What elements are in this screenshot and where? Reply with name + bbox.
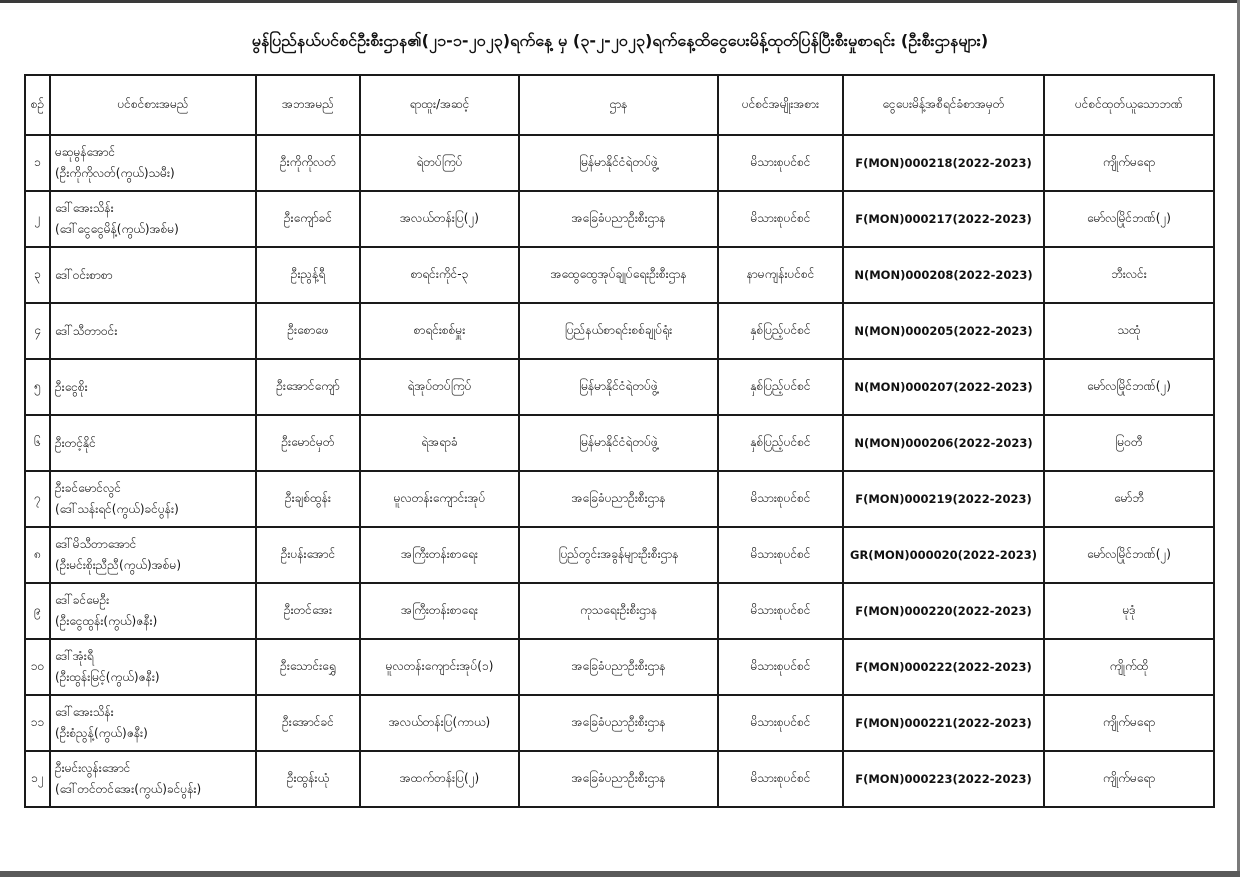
cell-treasury: သထုံ — [1044, 303, 1214, 359]
cell-department: အခြေခံပညာဦးစီးဌာန — [519, 471, 718, 527]
cell-department: အထွေထွေအုပ်ချုပ်ရေးဦးစီးဌာန — [519, 247, 718, 303]
cell-father-name: ဦးအောင်ကျော် — [256, 359, 360, 415]
pensioner-relation: (ဒေါ်တင်တင်အေး(ကွယ်)ခင်ပွန်း) — [55, 782, 202, 796]
cell-idx: ၃ — [25, 247, 50, 303]
cell-department: ပြည်နယ်စာရင်းစစ်ချုပ်ရုံး — [519, 303, 718, 359]
cell-license-no: N(MON)000206(2022-2023) — [843, 415, 1044, 471]
cell-department: အခြေခံပညာဦးစီးဌာန — [519, 639, 718, 695]
cell-treasury: မော်လမြိုင်ဘဏ်(၂) — [1044, 191, 1214, 247]
cell-position: အကြီးတန်းစာရေး — [360, 527, 519, 583]
cell-position: ရဲအုပ်တပ်ကြပ် — [360, 359, 519, 415]
cell-pension-type: မိသားစုပင်စင် — [718, 751, 843, 807]
cell-pensioner-name — [50, 359, 256, 415]
pensioner-name: ဦးငွေစိုး — [55, 379, 88, 394]
pensioner-name: ဒေါ်မိသီတာအောင် — [55, 537, 137, 551]
cell-pension-type: မိသားစုပင်စင် — [718, 191, 843, 247]
cell-pension-type: နှစ်ပြည့်ပင်စင် — [718, 415, 843, 471]
pensioner-relation: (ဦးငွေထွန်း(ကွယ်)ဇနီး) — [55, 614, 158, 628]
cell-department: မြန်မာနိုင်ငံရဲတပ်ဖွဲ့ — [519, 359, 718, 415]
cell-pensioner-name — [50, 247, 256, 303]
table-row — [25, 695, 1214, 751]
cell-pension-type: နှစ်ပြည့်ပင်စင် — [718, 359, 843, 415]
cell-department: မြန်မာနိုင်ငံရဲတပ်ဖွဲ့ — [519, 415, 718, 471]
cell-pension-type: နှစ်ပြည့်ပင်စင် — [718, 303, 843, 359]
cell-position: ရဲတပ်ကြပ် — [360, 135, 519, 191]
pensioner-name: မဆုမွန်အောင် — [55, 145, 116, 159]
document-title: မွန်ပြည်နယ်ပင်စင်ဦးစီးဌာန၏(၂၁-၁-၂၀၂၃)ရက်နေ့ မှ (၃-၂-၂၀၂၃)ရက်နေ့ထိငွေပေးမိန့်ထုတ်ပြန်ပြီးစီးမှုစာရင်း (ဦးစီးဌာနများ) — [251, 31, 989, 50]
cell-pensioner-name — [50, 583, 256, 639]
pension-records-table — [24, 74, 1215, 808]
table-row — [25, 751, 1214, 807]
cell-license-no: F(MON)000218(2022-2023) — [843, 135, 1044, 191]
header-license-no: ငွေပေးမိန့်အစီရင်ခံစာအမှတ် — [843, 75, 1044, 135]
cell-license-no: F(MON)000222(2022-2023) — [843, 639, 1044, 695]
cell-treasury: မြဝတီ — [1044, 415, 1214, 471]
cell-idx: ၉ — [25, 583, 50, 639]
cell-department: အခြေခံပညာဦးစီးဌာန — [519, 191, 718, 247]
pensioner-name: ဦးမင်းလွန်းအောင် — [55, 761, 131, 775]
pensioner-relation: (ဦးစံညွန့်(ကွယ်)ဇနီး) — [55, 726, 148, 740]
cell-idx: ၂ — [25, 191, 50, 247]
cell-position: စာရင်းကိုင်-၃ — [360, 247, 519, 303]
pensioner-name: ဒေါ်သီတာဝင်း — [55, 323, 118, 338]
cell-position: မူလတန်းကျောင်းအုပ် — [360, 471, 519, 527]
cell-position: စာရင်းစစ်မှူး — [360, 303, 519, 359]
header-treasury: ပင်စင်ထုတ်ယူသောဘဏ် — [1044, 75, 1214, 135]
header-idx: စဉ် — [25, 75, 50, 135]
pensioner-relation: (ဦးထွန်းမြင့်(ကွယ်)ဇနီး) — [55, 670, 160, 684]
cell-pensioner-name — [50, 527, 256, 583]
pensioner-name: ဒေါ်အေးသိန်း — [55, 201, 114, 215]
cell-treasury: မော်လမြိုင်ဘဏ်(၂) — [1044, 527, 1214, 583]
pensioner-name: ဒေါ်ခင်မေဦး — [55, 593, 110, 607]
cell-father-name: ဦးတင်အေး — [256, 583, 360, 639]
cell-position: အထက်တန်းပြ(၂) — [360, 751, 519, 807]
table-row — [25, 247, 1214, 303]
cell-position: အလယ်တန်းပြ(ကာယ) — [360, 695, 519, 751]
cell-idx: ၁၀ — [25, 639, 50, 695]
cell-idx: ၁ — [25, 135, 50, 191]
cell-treasury: မုဒုံ — [1044, 583, 1214, 639]
header-father: အဘအမည် — [256, 75, 360, 135]
cell-pensioner-name — [50, 415, 256, 471]
cell-license-no: N(MON)000205(2022-2023) — [843, 303, 1044, 359]
cell-position: အလယ်တန်းပြ(၂) — [360, 191, 519, 247]
cell-father-name: ဦးကျော်ခင် — [256, 191, 360, 247]
table-row — [25, 191, 1214, 247]
cell-department: အခြေခံပညာဦးစီးဌာန — [519, 751, 718, 807]
cell-department: ကုသရေးဦးစီးဌာန — [519, 583, 718, 639]
table-row — [25, 583, 1214, 639]
pensioner-relation: (ဒေါ်သန်းရင်(ကွယ်)ခင်ပွန်း) — [55, 502, 179, 516]
cell-pension-type: မိသားစုပင်စင် — [718, 135, 843, 191]
header-department: ဌာန — [519, 75, 718, 135]
table-row — [25, 135, 1214, 191]
cell-pension-type: မိသားစုပင်စင် — [718, 583, 843, 639]
cell-license-no: F(MON)000221(2022-2023) — [843, 695, 1044, 751]
cell-treasury: ဘီးလင်း — [1044, 247, 1214, 303]
cell-license-no: GR(MON)000020(2022-2023) — [843, 527, 1044, 583]
cell-idx: ၁၁ — [25, 695, 50, 751]
cell-father-name: ဦးကိုကိုလတ် — [256, 135, 360, 191]
cell-pension-type: မိသားစုပင်စင် — [718, 527, 843, 583]
pensioner-name: ဒေါ်ဝင်းစာစာ — [55, 267, 113, 282]
cell-idx: ၁၂ — [25, 751, 50, 807]
cell-pensioner-name — [50, 639, 256, 695]
cell-treasury: ကျိုက်ထို — [1044, 639, 1214, 695]
cell-idx: ၈ — [25, 527, 50, 583]
table-body — [25, 135, 1214, 807]
table-row — [25, 527, 1214, 583]
cell-father-name: ဦးစောဖေ — [256, 303, 360, 359]
pensioner-relation: (ဒေါ်ငွေငွေမိန့်(ကွယ်)အစ်မ) — [55, 222, 179, 236]
pensioner-relation: (ဦးမင်းစိုးညီညီ(ကွယ်)အစ်မ) — [55, 558, 181, 572]
table-row — [25, 303, 1214, 359]
cell-idx: ၅ — [25, 359, 50, 415]
table-row — [25, 471, 1214, 527]
header-pension-type: ပင်စင်အမျိုးအစား — [718, 75, 843, 135]
cell-father-name: ဦးမောင်မှတ် — [256, 415, 360, 471]
cell-pensioner-name — [50, 135, 256, 191]
pensioner-relation: (ဦးကိုကိုလတ်(ကွယ်)သမီး) — [55, 166, 175, 180]
cell-license-no: N(MON)000208(2022-2023) — [843, 247, 1044, 303]
cell-position: အကြီးတန်းစာရေး — [360, 583, 519, 639]
table-header-row — [25, 75, 1214, 135]
cell-father-name: ဦးသောင်းရွှေ — [256, 639, 360, 695]
cell-license-no: F(MON)000220(2022-2023) — [843, 583, 1044, 639]
cell-father-name: ဦးထွန်းယုံ — [256, 751, 360, 807]
header-position: ရာထူး/အဆင့် — [360, 75, 519, 135]
cell-position: ရဲအရာခံ — [360, 415, 519, 471]
cell-pensioner-name — [50, 303, 256, 359]
cell-treasury: ကျိုက်မရော — [1044, 135, 1214, 191]
cell-department: မြန်မာနိုင်ငံရဲတပ်ဖွဲ့ — [519, 135, 718, 191]
cell-pension-type: မိသားစုပင်စင် — [718, 639, 843, 695]
cell-father-name: ဦးချစ်ထွန်း — [256, 471, 360, 527]
cell-pensioner-name — [50, 471, 256, 527]
cell-pensioner-name — [50, 695, 256, 751]
cell-idx: ၄ — [25, 303, 50, 359]
cell-idx: ၆ — [25, 415, 50, 471]
pensioner-name: ဒေါ်အေးသိန်း — [55, 705, 114, 719]
cell-treasury: မော်လမြိုင်ဘဏ်(၂) — [1044, 359, 1214, 415]
cell-license-no: N(MON)000207(2022-2023) — [843, 359, 1044, 415]
pensioner-name: ဦးခင်မောင်လွင် — [55, 481, 121, 495]
page-top-edge — [0, 0, 1240, 3]
header-name: ပင်စင်စားအမည် — [50, 75, 256, 135]
cell-department: ပြည်တွင်းအခွန်များဦးစီးဌာန — [519, 527, 718, 583]
table-row — [25, 639, 1214, 695]
cell-father-name: ဦးညွန့်ရီ — [256, 247, 360, 303]
table-row — [25, 359, 1214, 415]
cell-license-no: F(MON)000223(2022-2023) — [843, 751, 1044, 807]
page-bottom-edge — [0, 871, 1240, 877]
cell-position: မူလတန်းကျောင်းအုပ်(၁) — [360, 639, 519, 695]
table-row — [25, 415, 1214, 471]
cell-pensioner-name — [50, 191, 256, 247]
cell-father-name: ဦးအောင်ခင် — [256, 695, 360, 751]
cell-treasury: မော်ဘီ — [1044, 471, 1214, 527]
cell-department: အခြေခံပညာဦးစီးဌာန — [519, 695, 718, 751]
cell-treasury: ကျိုက်မရော — [1044, 695, 1214, 751]
pensioner-name: ဦးတင့်နိုင် — [55, 435, 96, 450]
cell-treasury: ကျိုက်မရော — [1044, 751, 1214, 807]
cell-pensioner-name — [50, 751, 256, 807]
cell-license-no: F(MON)000217(2022-2023) — [843, 191, 1044, 247]
pensioner-name: ဒေါ်အုံးရီ — [55, 649, 94, 663]
cell-pension-type: မိသားစုပင်စင် — [718, 471, 843, 527]
cell-idx: ၇ — [25, 471, 50, 527]
cell-pension-type: နာမကျန်းပင်စင် — [718, 247, 843, 303]
cell-father-name: ဦးပန်းအောင် — [256, 527, 360, 583]
cell-license-no: F(MON)000219(2022-2023) — [843, 471, 1044, 527]
cell-pension-type: မိသားစုပင်စင် — [718, 695, 843, 751]
